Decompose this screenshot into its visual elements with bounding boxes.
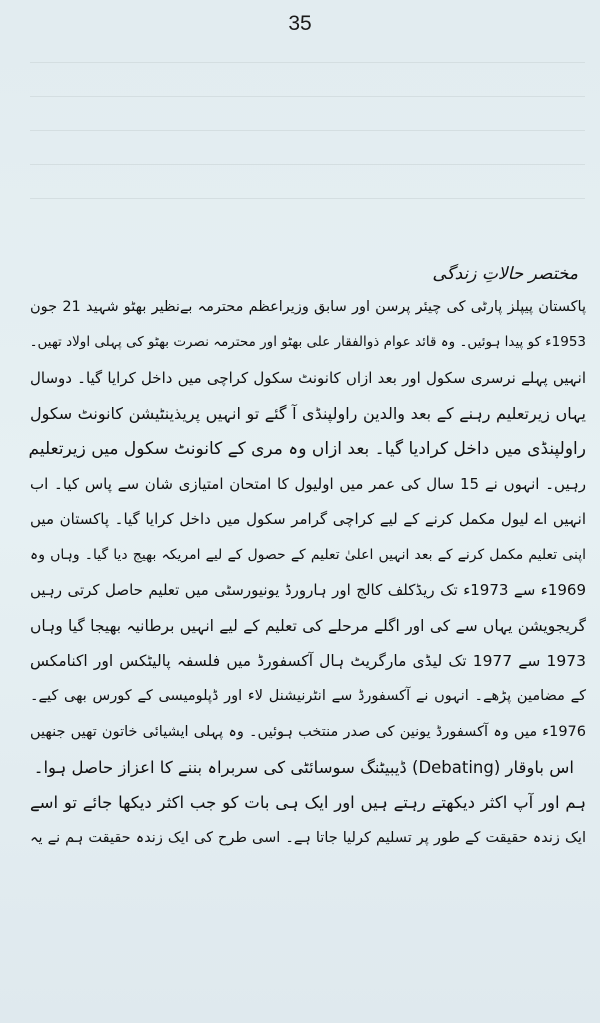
text-line: پاکستان پیپلز پارٹی کی چیئر پرسن اور سابق وزیراعظم محترمہ بےنظیر بھٹو شہید 21 جون xyxy=(30,299,587,315)
text-line: 1953ء کو پیدا ہوئیں۔ وہ قائد عوام ذوالفقار علی بھٹو اور محترمہ نصرت بھٹو کی پہلی اولاد تھیں۔ xyxy=(29,334,586,351)
text-line: کے مضامین پڑھے۔ انہوں نے آکسفورڈ سے انٹرنیشنل لاء اور ڈپلومیسی کے کورس بھی کیے۔ xyxy=(30,688,586,705)
text-line: اس باوقار (Debating) ڈیبیٹنگ سوسائٹی کی سربراہ بننے کا اعزاز حاصل ہوا۔ xyxy=(33,758,574,778)
text-line: راولپنڈی میں داخل کرادیا گیا۔ بعد ازاں وہ مری کے کانونٹ سکول میں زیرتعلیم xyxy=(28,438,586,459)
text-line: ہم اور آپ اکثر دیکھتے رہتے ہیں اور ایک ہی بات کو جب اکثر دیکھا جائے تو اسے xyxy=(30,793,586,813)
text-line: 1976ء میں وہ آکسفورڈ یونین کی صدر منتخب ہوئیں۔ وہ پہلی ایشیائی خاتون تھیں جنھیں xyxy=(30,723,586,740)
text-line: انہیں اے لیول مکمل کرنے کے لیے کراچی گرامر سکول میں داخل کرایا گیا۔ پاکستان میں xyxy=(30,510,586,529)
text-line: گریجویشن یہاں سے کی اور اگلے مرحلے کی تعلیم کے لیے انہیں برطانیہ بھیجا گیا وہاں xyxy=(30,616,586,635)
text-line: انہیں پہلے نرسری سکول اور بعد ازاں کانونٹ سکول کراچی میں داخل کرایا گیا۔ دوسال xyxy=(30,368,586,387)
text-line: اپنی تعلیم مکمل کرنے کے بعد انہیں اعلیٰ تعلیم کے حصول کے لیے امریکہ بھیج دیا گیا۔ وہاں وہ xyxy=(30,546,586,563)
text-line: یہاں زیرتعلیم رہنے کے بعد والدین راولپنڈی آ گئے تو انہیں پریذینٹیشن کانونٹ سکول xyxy=(30,404,586,424)
text-line: 1969ء سے 1973ء تک ریڈکلف کالج اور ہارورڈ یونیورسٹی میں تعلیم حاصل کرتی رہیں xyxy=(30,581,586,600)
page-number: 35 xyxy=(288,12,312,35)
text-line: 1973 سے 1977 تک لیڈی مارگریٹ ہال آکسفورڈ میں فلسفہ پالیٹکس اور اکنامکس xyxy=(30,651,586,670)
page-body xyxy=(30,258,586,856)
text-line: ایک زندہ حقیقت کے طور پر تسلیم کرلیا جاتا ہے۔ اسی طرح کی ایک زندہ حقیقت ہم نے یہ xyxy=(30,829,586,846)
show-through-text xyxy=(30,62,585,232)
section-heading: مختصر حالاتِ زندگی xyxy=(432,264,578,284)
text-line: رہیں۔ انہوں نے 15 سال کی عمر میں اولیول کا امتحان امتیازی شان سے پاس کیا۔ اب xyxy=(30,474,586,493)
